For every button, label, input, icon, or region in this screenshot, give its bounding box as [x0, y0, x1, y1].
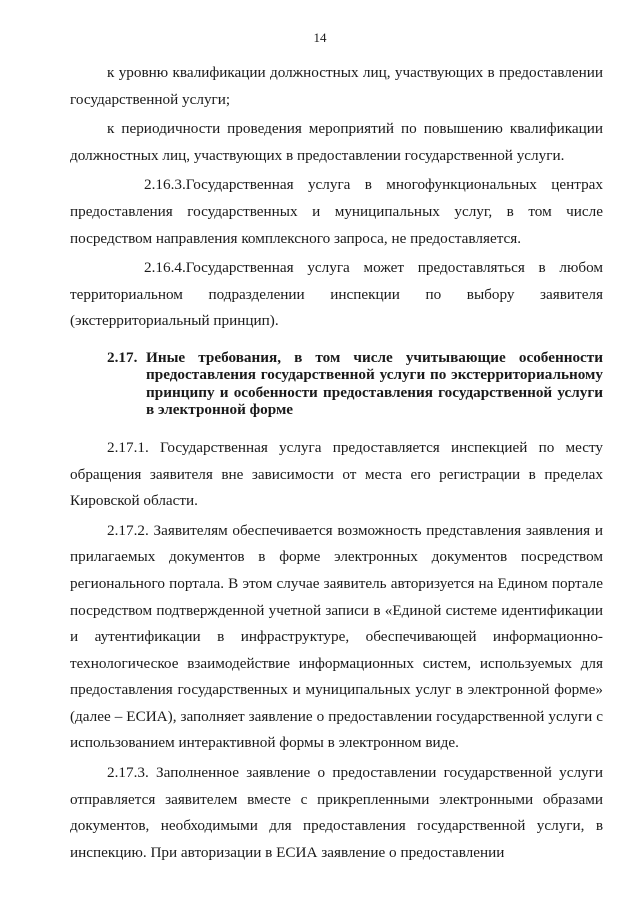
- paragraph-text: 2.17.2. Заявителям обеспечивается возможность представления заявления и прилагаемых документов в форме электронных документов посредством регионального портала. В этом случае заявитель авторизуется на Едином портале посредством подтвержденной учетной записи в «Единой системе идентификации и аутентификации в инфраструктуре, обеспечивающей информационно-технологическое взаимодействие информационных систем, используемых для предоставления государственных и муниципальных услуг в электронной форме» (далее – ЕСИА), заполняет заявление о предоставлении государственной услуги с использованием интерактивной формы в электронном виде.: [70, 521, 603, 752]
- paragraph-text: 2.17.1. Государственная услуга предоставляется инспекцией по месту обращения заявителя вне зависимости от места его регистрации в пределах Кировской области.: [70, 438, 603, 510]
- paragraph-text: 2.17.3. Заполненное заявление о предоставлении государственной услуги отправляется заявителем вместе с прикрепленными электронными образами документов, необходимыми для предоставления государственной услуги, в инспекцию. При авторизации в ЕСИА заявление о предоставлении: [70, 764, 603, 861]
- paragraph-2-16-3: [70, 172, 603, 252]
- paragraph-periodicity: [70, 116, 603, 169]
- section-heading-2-17: [70, 349, 603, 419]
- paragraph-text: Государственная услуга в многофункциональных центрах предоставления государственных и муниципальных услуг, в том числе посредством направления комплексного запроса, не предоставляется.: [70, 176, 603, 247]
- document-body: [70, 60, 603, 866]
- section-number: 2.16.4.: [144, 259, 186, 277]
- page-number: 14: [313, 30, 327, 45]
- paragraph-text: Государственная услуга может предоставляться в любом территориальном подразделении инспекции по выбору заявителя (экстерриториальный принцип).: [70, 259, 603, 330]
- heading-text: Иные требования, в том числе учитывающие особенности предоставления государственной услуги по экстерриториальному принципу и особенности предоставления государственной услуги в электронной форме: [146, 348, 603, 419]
- paragraph-text: к периодичности проведения мероприятий по повышению квалификации должностных лиц, участвующих в предоставлении государственной услуги.: [70, 120, 603, 164]
- paragraph-2-17-3: [70, 760, 603, 866]
- paragraph-qualification: [70, 60, 603, 113]
- paragraph-2-17-1: [70, 435, 603, 515]
- paragraph-text: к уровню квалификации должностных лиц, участвующих в предоставлении государственной услуги;: [70, 64, 603, 108]
- paragraph-2-16-4: [70, 255, 603, 335]
- heading-number: 2.17.: [107, 348, 138, 366]
- section-number: 2.16.3.: [144, 176, 186, 194]
- paragraph-2-17-2: [70, 518, 603, 757]
